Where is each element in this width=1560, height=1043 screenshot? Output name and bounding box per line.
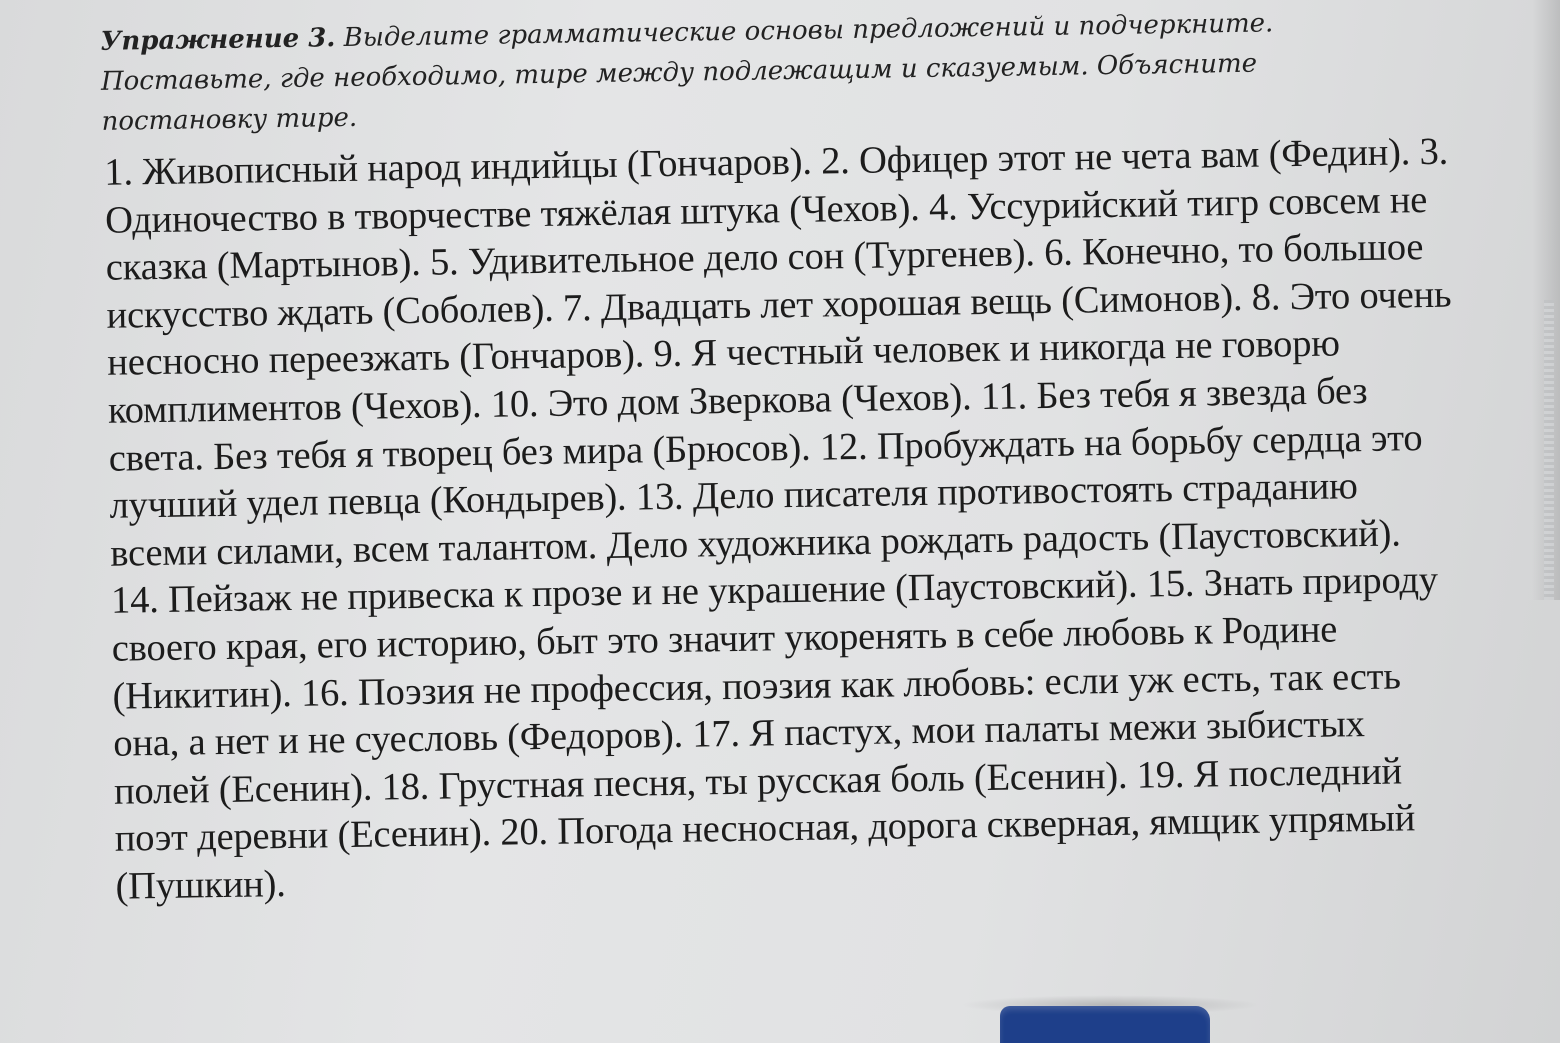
exercise-label: Упражнение 3.: [100, 23, 336, 57]
exercise-instruction: Выделите грамматические основы предложений и подчеркните. Поставьте, где необходимо, тире между подлежащим и сказуемым. Объясните постановку тире.: [100, 8, 1274, 137]
exercise-header: [100, 1, 1412, 142]
blue-object: [1000, 1006, 1210, 1043]
exercise-sentences: 1. Живописный народ индийцы (Гончаров). 2. Офицер этот не чета вам (Федин). 3. Одиночество в творчестве тяжёлая штука (Чехов). 4. Уссурийский тигр совсем не сказка (Мартынов). 5. Удивительное дело сон (Тургенев). 6. Конечно, то большое искусство ждать (Соболев). 7. Двадцать лет хорошая вещь (Симонов). 8. Это очень несносно переезжать (Гончаров). 9. Я честный человек и никогда не говорю комплиментов (Чехов). 10. Это дом Зверкова (Чехов). 11. Без тебя я звезда без света. Без тебя я творец без мира (Брюсов). 12. Пробуждать на борьбу сердца это лучший удел певца (Кондырев). 13. Дело писателя противостоять страданию всеми силами, всем талантом. Дело художника рождать радость (Паустовский). 14. Пейзаж не привеска к прозе и не украшение (Паустовский). 15. Знать природу своего края, его историю, быт это значит укоренять в себе любовь к Родине (Никитин). 16. Поэзия не профессия, поэзия как любовь: если уж есть, так есть она, а нет и не суесловь (Федоров). 17. Я пастух, мои палаты межи зыбистых полей (Есенин). 18. Грустная песня, ты русская боль (Есенин). 19. Я последний поэт деревни (Есенин). 20. Погода несносная, дорога скверная, ямщик упрямый (Пушкин).: [104, 130, 1452, 908]
exercise-block: [90, 1, 1464, 912]
page-edge-strip: [1544, 300, 1554, 600]
